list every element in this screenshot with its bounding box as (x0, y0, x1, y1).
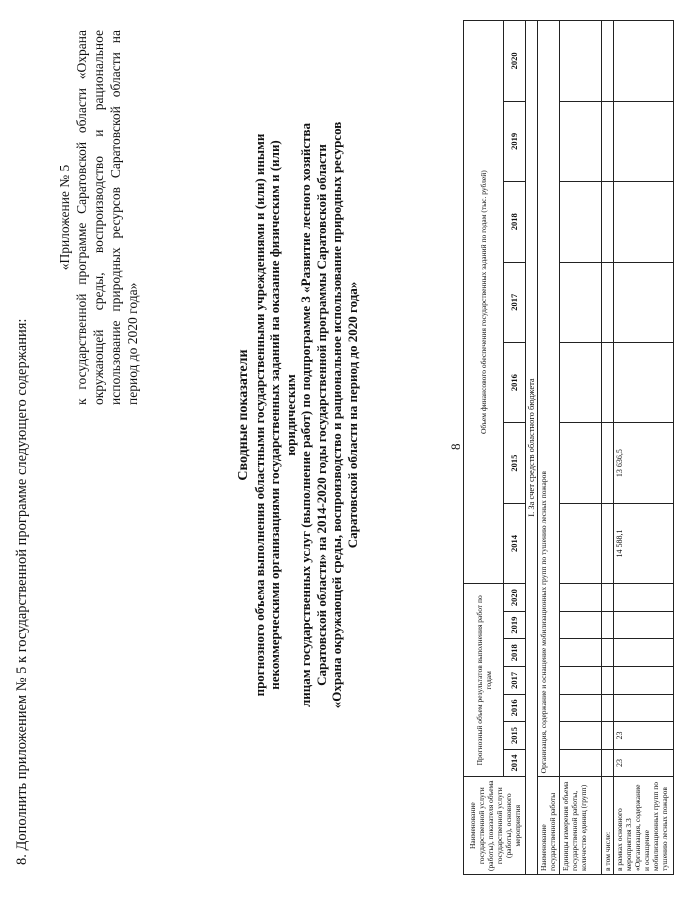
volume-cell (602, 694, 614, 722)
table-header-name: Наименование государственной услуги (работы), показателя объема государственной услуги (работы), основного мероприятия (464, 777, 526, 875)
heading-title: Сводные показатели (236, 349, 251, 481)
volume-cell (602, 639, 614, 667)
appendix-title: «Приложение № 5 (57, 164, 72, 271)
year-header: 2019 (504, 611, 526, 639)
year-header: 2020 (504, 584, 526, 612)
heading-line: некоммерческими организациями государственных заданий на оказание физическим и (или) юридическим (267, 140, 298, 690)
year-header: 2015 (504, 423, 526, 503)
finance-cell (602, 262, 614, 342)
volume-cell (602, 667, 614, 695)
volume-cell (614, 694, 674, 722)
table-header-volume: Прогнозный объем результатов выполнения работ по годам (464, 584, 504, 777)
rotated-content (8, 10, 669, 890)
volume-cell (560, 694, 602, 722)
row-label: в том числе: (602, 777, 614, 875)
table-header-finance: Объем финансового обеспечения государственных заданий по годам (тыс. рублей) (464, 21, 504, 584)
finance-cell: 14 588,1 (614, 503, 674, 583)
heading-line: прогнозного объема выполнения областными государственными учреждениями и (или) иными (251, 133, 267, 697)
year-header: 2018 (504, 639, 526, 667)
heading-line: лицам государственных услуг (выполнение работ) по подпрограмме 3 «Развитие лесного хозяйства (298, 123, 313, 707)
finance-cell (560, 21, 602, 102)
volume-cell (560, 749, 602, 777)
row-label: Единицы измерения объема государственной работы, количество единиц (групп) (560, 777, 602, 875)
appendix-body: к государственной программе Саратовской области «Охрана окружающей среды, воспроизводство и рациональное использование природных ресурсов Саратовской области на период до 2020 года» (74, 30, 140, 405)
year-header: 2020 (504, 21, 526, 102)
volume-cell (602, 611, 614, 639)
finance-cell (560, 182, 602, 262)
finance-cell (602, 21, 614, 102)
finance-cell (614, 101, 674, 181)
volume-cell (602, 584, 614, 612)
finance-cell (560, 262, 602, 342)
year-header: 2017 (504, 667, 526, 695)
volume-cell (560, 584, 602, 612)
volume-cell: 23 (614, 749, 674, 777)
appendix-block (56, 30, 141, 405)
page-number: 8 (448, 443, 463, 450)
volume-cell (602, 722, 614, 750)
volume-cell (560, 611, 602, 639)
finance-cell (560, 423, 602, 503)
finance-cell (602, 182, 614, 262)
finance-cell: 13 636,5 (614, 423, 674, 503)
year-header: 2014 (504, 749, 526, 777)
heading-line: Саратовской области» на 2014-2020 годы государственной программы Саратовской области (313, 144, 329, 686)
finance-cell (602, 101, 614, 181)
volume-cell (560, 722, 602, 750)
year-header: 2019 (504, 101, 526, 181)
finance-cell (602, 503, 614, 583)
year-header: 2017 (504, 262, 526, 342)
heading-line: Саратовской области на период до 2020 года» (344, 281, 360, 549)
finance-cell (614, 342, 674, 422)
year-header: 2016 (504, 342, 526, 422)
document-heading (236, 105, 360, 725)
volume-cell: 23 (614, 722, 674, 750)
row-label: Наименование государственной работы (538, 777, 560, 875)
volume-cell (614, 611, 674, 639)
volume-cell (560, 667, 602, 695)
finance-cell (602, 423, 614, 503)
volume-cell (614, 639, 674, 667)
finance-cell (560, 101, 602, 181)
finance-cell (560, 503, 602, 583)
year-header: 2016 (504, 694, 526, 722)
finance-cell (614, 182, 674, 262)
volume-cell (560, 639, 602, 667)
finance-cell (560, 342, 602, 422)
finance-cell (614, 21, 674, 102)
volume-cell (614, 667, 674, 695)
row-label: в рамках основного мероприятия 3.3 «Организация, содержание и оснащение мобилизационных групп по тушению лесных пожаров (614, 777, 674, 875)
intro-text: 8. Дополнить приложением № 5 к государственной программе следующего содержания: (14, 318, 30, 865)
finance-cell (614, 262, 674, 342)
finance-cell (602, 342, 614, 422)
year-header: 2014 (504, 503, 526, 583)
indicators-table (463, 20, 674, 875)
year-header: 2018 (504, 182, 526, 262)
volume-cell (614, 584, 674, 612)
heading-line: «Охрана окружающей среды, воспроизводство и рациональное использование природных ресурсов (329, 121, 344, 709)
section-title: I. За счет средств областного бюджета (526, 21, 538, 875)
year-header: 2015 (504, 722, 526, 750)
volume-cell (602, 749, 614, 777)
work-name: Организация, содержание и оснащение мобилизационных групп по тушению лесных пожаров (538, 21, 560, 777)
